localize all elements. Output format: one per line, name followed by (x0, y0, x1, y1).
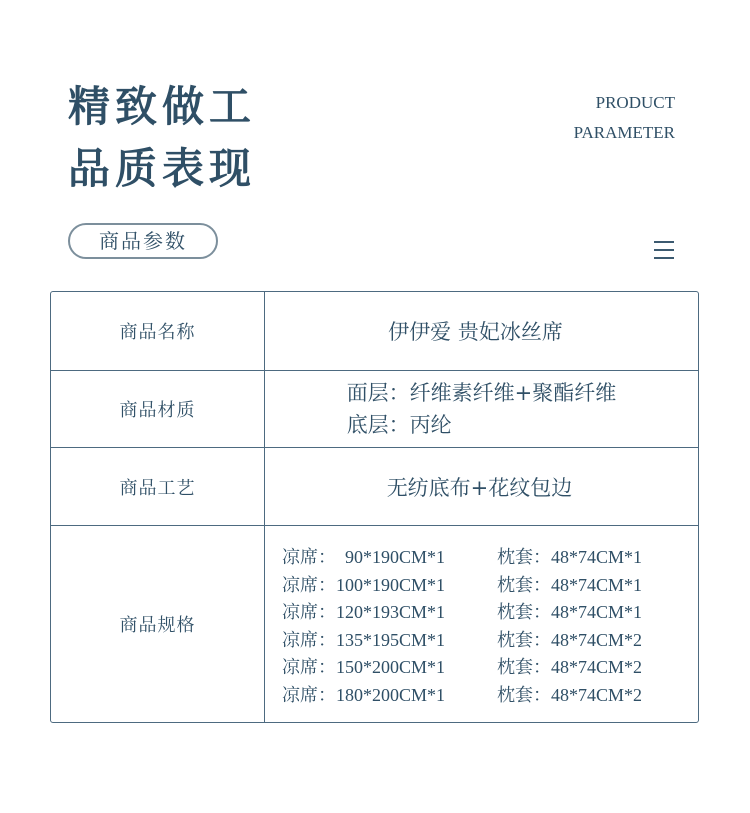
spec-pillow-size: 枕套：48*74CM*2 (497, 657, 643, 678)
spec-line (282, 627, 642, 655)
section-badge: 商品参数 (68, 223, 218, 259)
spec-line (282, 654, 642, 682)
spec-line (282, 599, 642, 627)
hamburger-menu-icon (654, 241, 674, 259)
spec-pillow-size: 枕套：48*74CM*1 (497, 547, 643, 567)
hero-title-line-1: 精致做工 (68, 82, 257, 131)
material-top-layer: 面层：纤维素纤维+聚酯纤维 (346, 381, 617, 405)
spec-pillow-size: 枕套：48*74CM*2 (497, 629, 643, 650)
table-row-spec (51, 525, 698, 722)
english-title-line-2: PARAMETER (573, 123, 675, 142)
spec-pillow-size: 枕套：48*74CM*2 (497, 684, 643, 705)
row-label-name: 商品名称 (119, 322, 196, 343)
spec-mat-size: 凉席：100*190CM*1 (282, 574, 446, 595)
spec-line (282, 682, 642, 710)
table-row-craft (51, 447, 698, 525)
material-bottom-layer: 底层：丙纶 (346, 413, 452, 437)
spec-pillow-size: 枕套：48*74CM*1 (497, 602, 643, 623)
spec-mat-size: 凉席： 90*190CM*1 (282, 547, 446, 567)
spec-mat-size: 凉席：180*200CM*1 (282, 684, 446, 705)
english-title-line-1: PRODUCT (595, 93, 675, 112)
row-value-material (265, 371, 698, 447)
row-label-material: 商品材质 (119, 400, 196, 421)
row-value-name: 伊伊爱 贵妃冰丝席 (388, 320, 563, 344)
spec-line (282, 544, 642, 572)
table-row-material (51, 370, 698, 447)
row-value-craft: 无纺底布+花纹包边 (386, 475, 573, 500)
row-label-craft: 商品工艺 (119, 477, 196, 499)
spec-mat-size: 凉席：150*200CM*1 (282, 657, 446, 678)
spec-mat-size: 凉席：135*195CM*1 (282, 629, 446, 650)
hero-title (68, 76, 256, 200)
hero-title-line-2: 品质表现 (68, 144, 257, 193)
row-label-spec: 商品规格 (119, 615, 196, 636)
spec-mat-size: 凉席：120*193CM*1 (282, 602, 446, 623)
table-row-name (51, 292, 698, 370)
english-title (574, 88, 675, 148)
parameter-table (50, 291, 699, 723)
spec-line (282, 572, 642, 600)
spec-pillow-size: 枕套：48*74CM*1 (497, 574, 643, 595)
spec-list (282, 544, 642, 710)
